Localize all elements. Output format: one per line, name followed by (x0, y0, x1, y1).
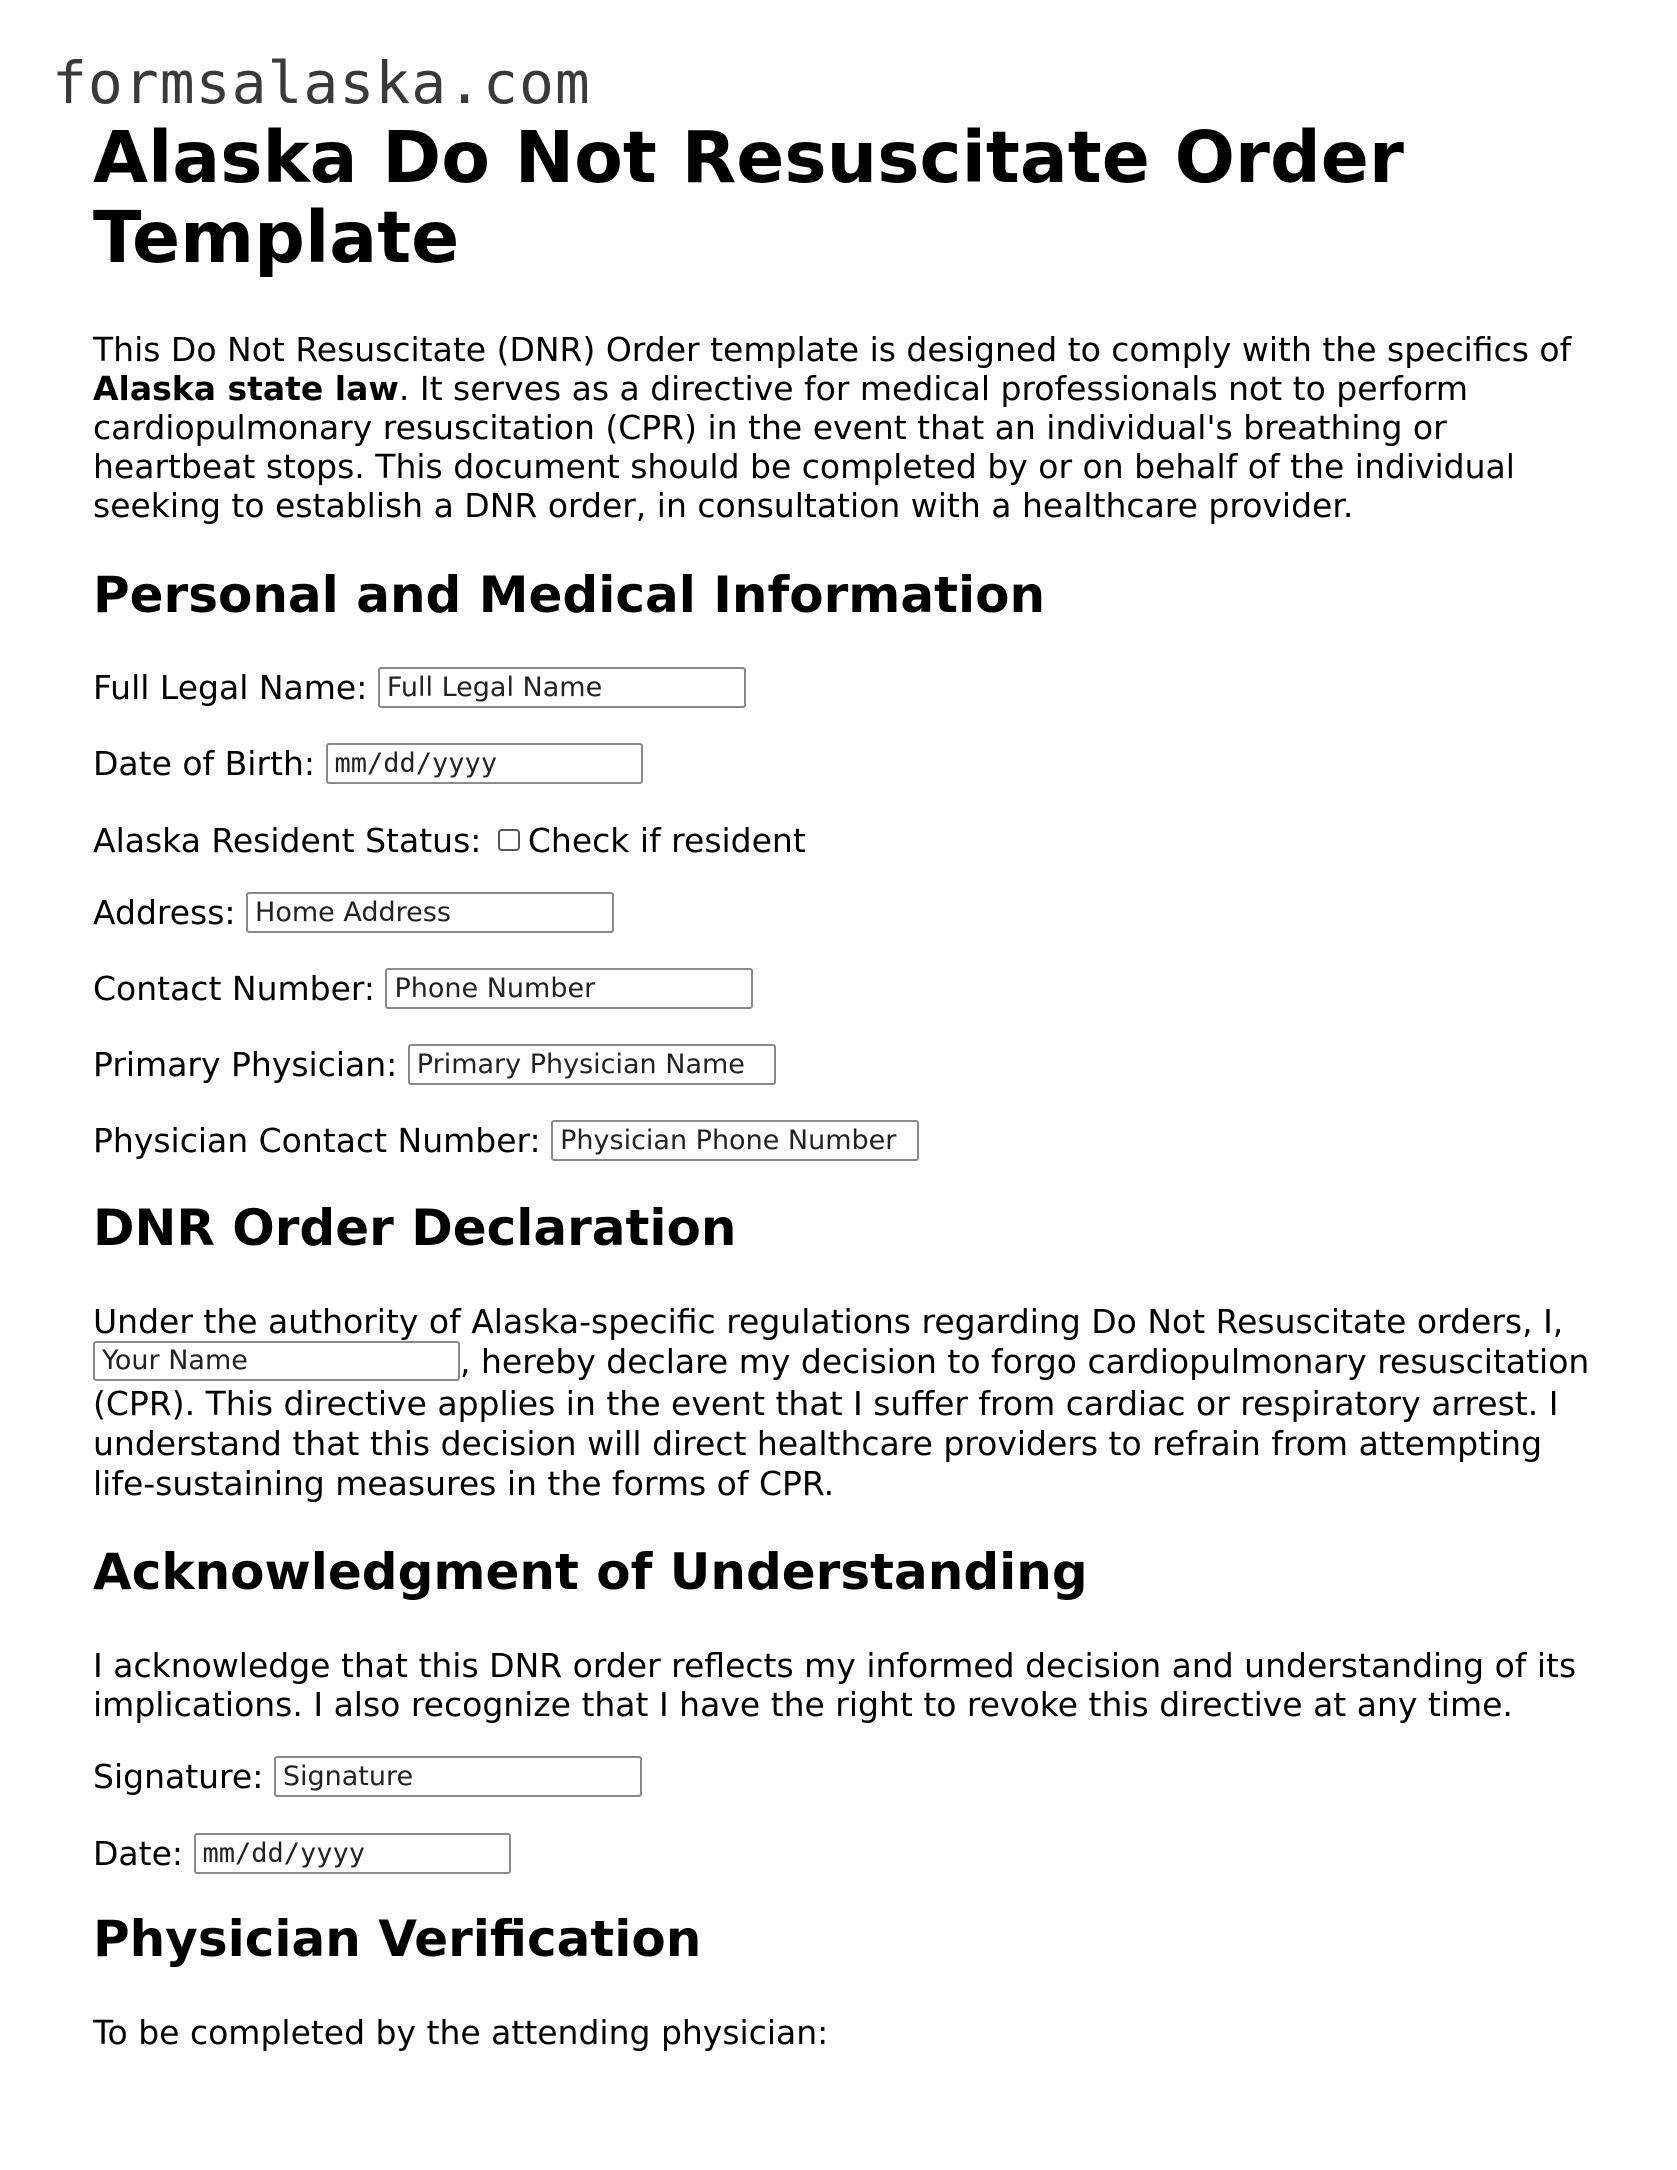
resident-label: Alaska Resident Status: (93, 821, 482, 860)
contact-row (93, 966, 1593, 1012)
acknowledgment-heading: Acknowledgment of Understanding (93, 1542, 1088, 1601)
dob-input[interactable]: mm/dd/yyyy (326, 743, 643, 784)
page-title: Alaska Do Not Resuscitate Order Template (93, 116, 1404, 279)
dob-label: Date of Birth: (93, 744, 316, 783)
contact-number-input[interactable]: Phone Number (385, 968, 753, 1009)
date-label: Date: (93, 1833, 183, 1873)
signature-input[interactable]: Signature (274, 1756, 642, 1797)
date-row (93, 1831, 1593, 1877)
resident-checkbox[interactable] (498, 829, 520, 851)
site-watermark: formsalaska.com (52, 49, 591, 117)
dnr-paragraph (93, 1302, 1593, 1504)
physician-contact-row (93, 1118, 1593, 1164)
address-row (93, 890, 1593, 936)
primary-physician-input[interactable]: Primary Physician Name (408, 1044, 776, 1085)
date-input[interactable]: mm/dd/yyyy (194, 1833, 511, 1874)
full-name-label: Full Legal Name: (93, 668, 368, 707)
your-name-input[interactable]: Your Name (93, 1341, 460, 1381)
personal-info-heading: Personal and Medical Information (93, 566, 1046, 624)
dnr-text-end: , hereby declare my decision to forgo cardiopulmonary resuscitation (CPR). This directive applies in the event that I suffer from cardiac or respiratory arrest. I understand that this decision will direct healthcare providers to refrain from attempting life-sustaining measures in the forms of CPR. (93, 1342, 1590, 1503)
signature-label: Signature: (93, 1756, 264, 1796)
intro-bold-law: Alaska state law (93, 369, 399, 408)
physician-verification-text: To be completed by the attending physician: (93, 2012, 829, 2052)
intro-text-end: . It serves as a directive for medical professionals not to perform cardiopulmonary resuscitation (CPR) in the event that an individual's breathing or heartbeat stops. This document should be completed by or on behalf of the individual seeking to establish a DNR order, in consultation with a healthcare provider. (93, 369, 1515, 525)
acknowledgment-paragraph: I acknowledge that this DNR order reflects my informed decision and understanding of its implications. I also recognize that I have the right to revoke this directive at any time. (93, 1645, 1577, 1724)
dnr-text-start: Under the authority of Alaska-specific regulations regarding Do Not Resuscitate orders, I, (93, 1302, 1564, 1341)
resident-row (93, 818, 1593, 864)
dnr-heading: DNR Order Declaration (93, 1199, 737, 1257)
physician-label: Primary Physician: (93, 1045, 398, 1084)
resident-checkbox-label[interactable]: Check if resident (527, 821, 806, 860)
address-label: Address: (93, 893, 236, 932)
intro-text-start: This Do Not Resuscitate (DNR) Order template is designed to comply with the specifics of (93, 330, 1572, 369)
document-page (93, 118, 1593, 2052)
full-name-row (93, 665, 1593, 711)
physician-contact-label: Physician Contact Number: (93, 1121, 541, 1160)
intro-paragraph (93, 330, 1593, 525)
address-input[interactable]: Home Address (246, 892, 614, 933)
full-name-input[interactable]: Full Legal Name (378, 667, 746, 708)
signature-row (93, 1754, 1593, 1800)
dob-row (93, 741, 1593, 787)
physician-verification-heading: Physician Verification (93, 1909, 702, 1968)
physician-row (93, 1042, 1593, 1088)
contact-label: Contact Number: (93, 969, 375, 1008)
physician-contact-input[interactable]: Physician Phone Number (551, 1120, 919, 1161)
